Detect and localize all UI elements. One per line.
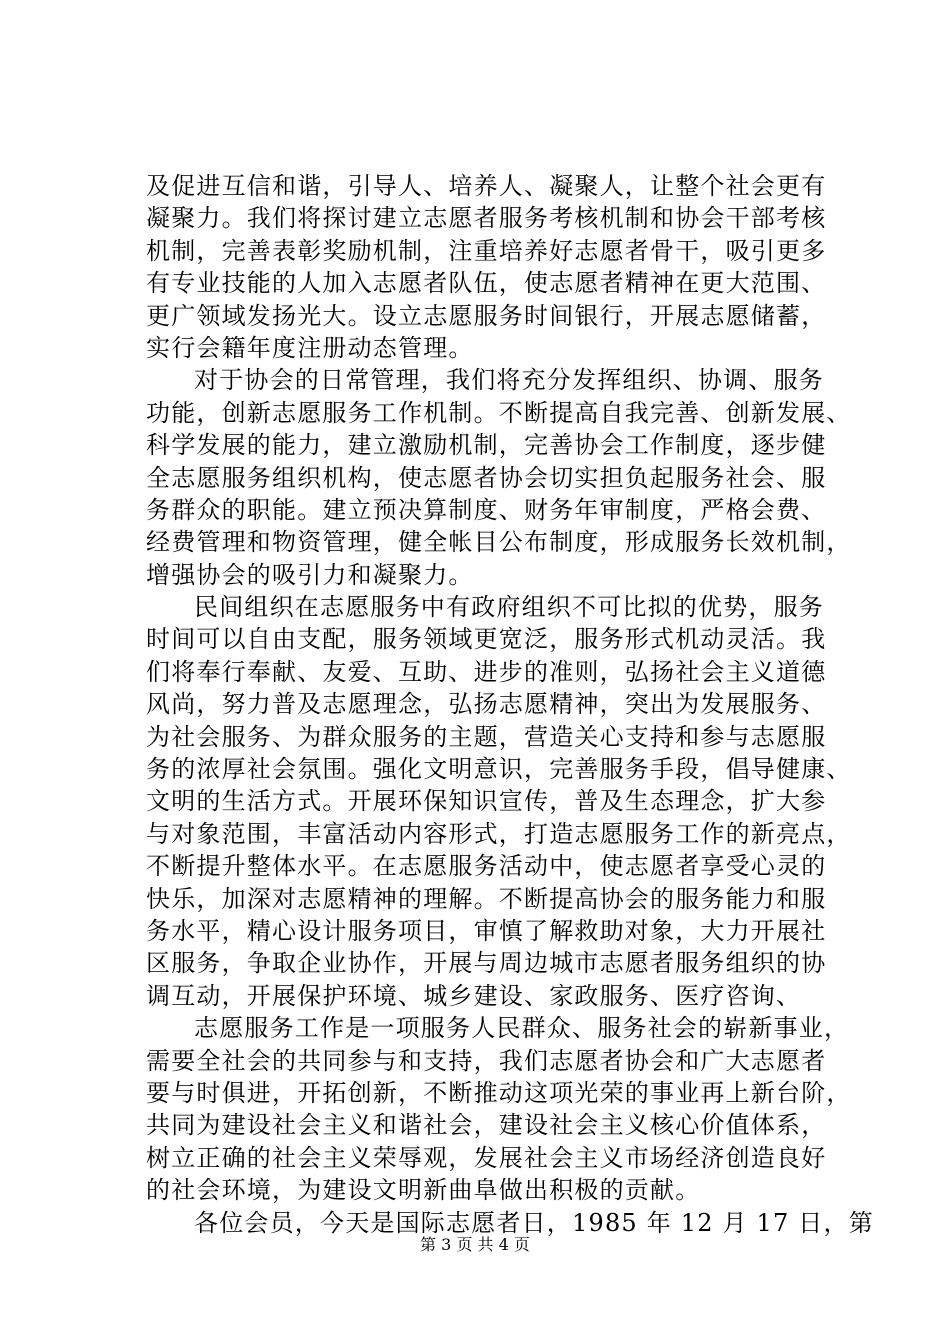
- text-line: 务群众的职能。建立预决算制度、财务年审制度，严格会费、: [146, 495, 827, 524]
- paragraph-start-line: 对于协会的日常管理，我们将充分发挥组织、协调、服务: [194, 366, 824, 395]
- text-line: 增强协会的吸引力和凝聚力。: [146, 560, 474, 589]
- text-line: 凝聚力。我们将探讨建立志愿者服务考核机制和协会干部考核: [146, 204, 827, 233]
- text-line: 科学发展的能力，建立激励机制，完善协会工作制度，逐步健: [146, 431, 827, 460]
- text-line: 与对象范围，丰富活动内容形式，打造志愿服务工作的新亮点，: [146, 819, 852, 848]
- text-line: 不断提升整体水平。在志愿服务活动中，使志愿者享受心灵的: [146, 852, 827, 881]
- paragraph-start-line: 民间组织在志愿服务中有政府组织不可比拟的优势，服务: [194, 593, 824, 622]
- text-line: 们将奉行奉献、友爱、互助、进步的准则，弘扬社会主义道德: [146, 657, 827, 686]
- text-line: 务水平，精心设计服务项目，审慎了解救助对象，大力开展社: [146, 916, 827, 945]
- text-line: 区服务，争取企业协作，开展与周边城市志愿者服务组织的协: [146, 949, 827, 978]
- text-line: 风尚，努力普及志愿理念，弘扬志愿精神，突出为发展服务、: [146, 690, 827, 719]
- paragraph-start-line: 各位会员，今天是国际志愿者日，1985 年 12 月 17 日，第: [194, 1208, 874, 1237]
- paragraph-start-line: 志愿服务工作是一项服务人民群众、服务社会的崭新事业，: [194, 1014, 850, 1043]
- text-line: 需要全社会的共同参与和支持，我们志愿者协会和广大志愿者: [146, 1046, 827, 1075]
- text-line: 调互动，开展保护环境、城乡建设、家政服务、医疗咨询、: [146, 981, 802, 1010]
- text-line: 及促进互信和谐，引导人、培养人、凝聚人，让整个社会更有: [146, 172, 827, 200]
- text-line: 快乐，加深对志愿精神的理解。不断提高协会的服务能力和服: [146, 884, 827, 913]
- text-line: 的社会环境，为建设文明新曲阜做出积极的贡献。: [146, 1176, 701, 1205]
- text-line: 为社会服务、为群众服务的主题，营造关心支持和参与志愿服: [146, 722, 827, 751]
- text-line: 实行会籍年度注册动态管理。: [146, 333, 474, 362]
- text-line: 有专业技能的人加入志愿者队伍，使志愿者精神在更大范围、: [146, 269, 827, 298]
- text-line: 机制，完善表彰奖励机制，注重培养好志愿者骨干，吸引更多: [146, 236, 827, 265]
- document-body: [146, 170, 874, 1239]
- text-line: 功能，创新志愿服务工作机制。不断提高自我完善、创新发展、: [146, 398, 852, 427]
- text-line: 经费管理和物资管理，健全帐目公布制度，形成服务长效机制，: [146, 528, 852, 557]
- text-line: 树立正确的社会主义荣辱观，发展社会主义市场经济创造良好: [146, 1143, 827, 1172]
- text-line: 务的浓厚社会氛围。强化文明意识，完善服务手段，倡导健康、: [146, 755, 852, 784]
- text-line: 全志愿服务组织机构，使志愿者协会切实担负起服务社会、服: [146, 463, 827, 492]
- text-line: 时间可以自由支配，服务领域更宽泛，服务形式机动灵活。我: [146, 625, 827, 654]
- text-line: 共同为建设社会主义和谐社会，建设社会主义核心价值体系，: [146, 1111, 827, 1140]
- text-line: 更广领域发扬光大。设立志愿服务时间银行，开展志愿储蓄，: [146, 301, 827, 330]
- page-footer: 第 3 页 共 4 页: [420, 1235, 530, 1254]
- text-line: 文明的生活方式。开展环保知识宣传，普及生态理念，扩大参: [146, 787, 827, 816]
- text-line: 要与时俱进，开拓创新，不断推动这项光荣的事业再上新台阶，: [146, 1078, 852, 1107]
